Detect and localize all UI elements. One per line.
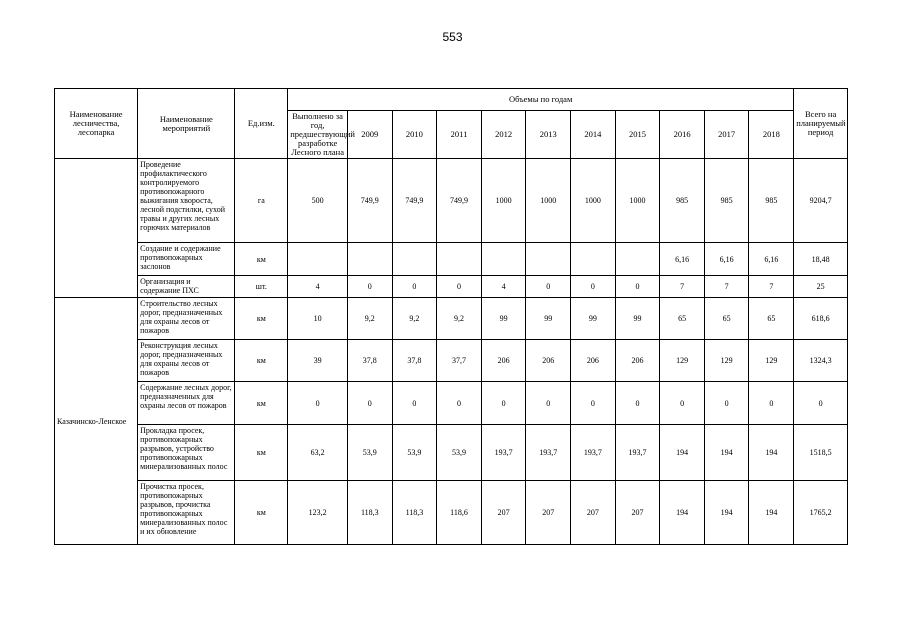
prev-cell [288, 243, 348, 276]
value-cell: 193,7 [526, 425, 571, 481]
value-cell: 194 [660, 425, 705, 481]
value-cell: 985 [749, 159, 794, 243]
value-cell [526, 243, 571, 276]
value-cell: 1000 [481, 159, 526, 243]
total-cell: 618,6 [794, 298, 848, 340]
value-cell: 53,9 [348, 425, 393, 481]
value-cell: 193,7 [615, 425, 660, 481]
header-unit: Ед.изм. [235, 89, 288, 159]
header-year: 2009 [348, 111, 393, 159]
activity-cell: Содержание лесных дорог, предназначенных для охраны лесов от пожаров [138, 382, 235, 425]
value-cell: 7 [660, 276, 705, 298]
unit-cell: км [235, 481, 288, 545]
total-cell: 1324,3 [794, 340, 848, 382]
value-cell: 129 [749, 340, 794, 382]
header-volumes-by-year: Объемы по годам [288, 89, 794, 111]
header-total: Всего на планируемый период [794, 89, 848, 159]
value-cell: 194 [660, 481, 705, 545]
value-cell: 65 [660, 298, 705, 340]
value-cell [348, 243, 393, 276]
table-row [55, 298, 848, 340]
value-cell: 207 [481, 481, 526, 545]
value-cell [392, 243, 437, 276]
value-cell: 206 [615, 340, 660, 382]
value-cell: 99 [481, 298, 526, 340]
header-forestry: Наименование лесничества, лесопарка [55, 89, 138, 159]
value-cell: 99 [615, 298, 660, 340]
header-activity: Наименование мероприятий [138, 89, 235, 159]
header-year: 2010 [392, 111, 437, 159]
value-cell: 9,2 [437, 298, 482, 340]
value-cell: 0 [348, 276, 393, 298]
value-cell: 65 [749, 298, 794, 340]
header-year: 2018 [749, 111, 794, 159]
value-cell: 0 [437, 382, 482, 425]
total-cell: 1765,2 [794, 481, 848, 545]
value-cell: 0 [615, 382, 660, 425]
value-cell: 37,8 [348, 340, 393, 382]
activity-cell: Строительство лесных дорог, предназначенных для охраны лесов от пожаров [138, 298, 235, 340]
value-cell [437, 243, 482, 276]
activity-cell: Реконструкция лесных дорог, предназначенных для охраны лесов от пожаров [138, 340, 235, 382]
value-cell: 9,2 [392, 298, 437, 340]
prev-cell: 123,2 [288, 481, 348, 545]
value-cell: 7 [749, 276, 794, 298]
value-cell [615, 243, 660, 276]
header-year: 2012 [481, 111, 526, 159]
value-cell: 0 [660, 382, 705, 425]
value-cell [481, 243, 526, 276]
value-cell: 6,16 [660, 243, 705, 276]
value-cell: 1000 [615, 159, 660, 243]
value-cell: 0 [571, 276, 616, 298]
value-cell: 118,3 [348, 481, 393, 545]
page-number: 553 [442, 30, 463, 44]
value-cell: 1000 [571, 159, 616, 243]
value-cell: 118,3 [392, 481, 437, 545]
value-cell: 207 [571, 481, 616, 545]
table-row [55, 243, 848, 276]
value-cell: 194 [704, 425, 749, 481]
value-cell: 206 [481, 340, 526, 382]
value-cell: 0 [571, 382, 616, 425]
forestry-name: Казачинско-Ленское [55, 298, 138, 545]
prev-cell: 10 [288, 298, 348, 340]
value-cell: 749,9 [392, 159, 437, 243]
unit-cell: шт. [235, 276, 288, 298]
value-cell: 6,16 [704, 243, 749, 276]
value-cell: 749,9 [437, 159, 482, 243]
value-cell: 985 [660, 159, 705, 243]
value-cell: 53,9 [437, 425, 482, 481]
value-cell: 37,8 [392, 340, 437, 382]
table-row [55, 159, 848, 243]
value-cell: 118,6 [437, 481, 482, 545]
total-cell: 0 [794, 382, 848, 425]
value-cell: 99 [526, 298, 571, 340]
unit-cell: км [235, 298, 288, 340]
header-year: 2015 [615, 111, 660, 159]
activity-cell: Прочистка просек, противопожарных разрывов, прочистка противопожарных минерализованных полос и их обновление [138, 481, 235, 545]
header-year: 2011 [437, 111, 482, 159]
value-cell: 0 [526, 276, 571, 298]
value-cell: 194 [704, 481, 749, 545]
value-cell: 193,7 [571, 425, 616, 481]
value-cell: 0 [348, 382, 393, 425]
prev-cell: 0 [288, 382, 348, 425]
table-row [55, 425, 848, 481]
value-cell: 99 [571, 298, 616, 340]
prev-cell: 500 [288, 159, 348, 243]
header-row-1 [55, 89, 848, 111]
value-cell: 129 [704, 340, 749, 382]
forestry-cell-empty [55, 159, 138, 298]
value-cell: 9,2 [348, 298, 393, 340]
value-cell: 0 [615, 276, 660, 298]
unit-cell: км [235, 340, 288, 382]
forest-plan-table [54, 88, 848, 545]
table-row [55, 276, 848, 298]
unit-cell: км [235, 382, 288, 425]
total-cell: 18,48 [794, 243, 848, 276]
value-cell: 985 [704, 159, 749, 243]
value-cell: 65 [704, 298, 749, 340]
value-cell: 207 [615, 481, 660, 545]
value-cell: 206 [526, 340, 571, 382]
value-cell: 6,16 [749, 243, 794, 276]
unit-cell: км [235, 243, 288, 276]
value-cell: 0 [392, 382, 437, 425]
header-year: 2017 [704, 111, 749, 159]
table-row [55, 481, 848, 545]
value-cell: 206 [571, 340, 616, 382]
activity-cell: Проведение профилактического контролируемого противопожарного выжигания хвороста, лесной подстилки, сухой травы и других лесных горючих материалов [138, 159, 235, 243]
value-cell: 0 [749, 382, 794, 425]
value-cell: 129 [660, 340, 705, 382]
value-cell: 194 [749, 425, 794, 481]
value-cell: 37,7 [437, 340, 482, 382]
activity-cell: Создание и содержание противопожарных заслонов [138, 243, 235, 276]
value-cell: 0 [526, 382, 571, 425]
value-cell: 194 [749, 481, 794, 545]
activity-cell: Прокладка просек, противопожарных разрывов, устройство противопожарных минерализованных полос [138, 425, 235, 481]
value-cell: 207 [526, 481, 571, 545]
total-cell: 9204,7 [794, 159, 848, 243]
table-row [55, 340, 848, 382]
value-cell: 0 [437, 276, 482, 298]
header-year: 2014 [571, 111, 616, 159]
table-row [55, 382, 848, 425]
value-cell: 749,9 [348, 159, 393, 243]
value-cell: 0 [392, 276, 437, 298]
value-cell: 53,9 [392, 425, 437, 481]
value-cell: 7 [704, 276, 749, 298]
value-cell: 4 [481, 276, 526, 298]
value-cell: 1000 [526, 159, 571, 243]
unit-cell: га [235, 159, 288, 243]
header-year: 2013 [526, 111, 571, 159]
activity-cell: Организация и содержание ПХС [138, 276, 235, 298]
prev-cell: 4 [288, 276, 348, 298]
value-cell: 0 [481, 382, 526, 425]
value-cell [571, 243, 616, 276]
total-cell: 25 [794, 276, 848, 298]
header-year: 2016 [660, 111, 705, 159]
value-cell: 193,7 [481, 425, 526, 481]
value-cell: 0 [704, 382, 749, 425]
total-cell: 1518,5 [794, 425, 848, 481]
prev-cell: 39 [288, 340, 348, 382]
header-prev-year: Выполнено за год, предшествующий разработке Лесного плана [288, 111, 348, 159]
prev-cell: 63,2 [288, 425, 348, 481]
unit-cell: км [235, 425, 288, 481]
